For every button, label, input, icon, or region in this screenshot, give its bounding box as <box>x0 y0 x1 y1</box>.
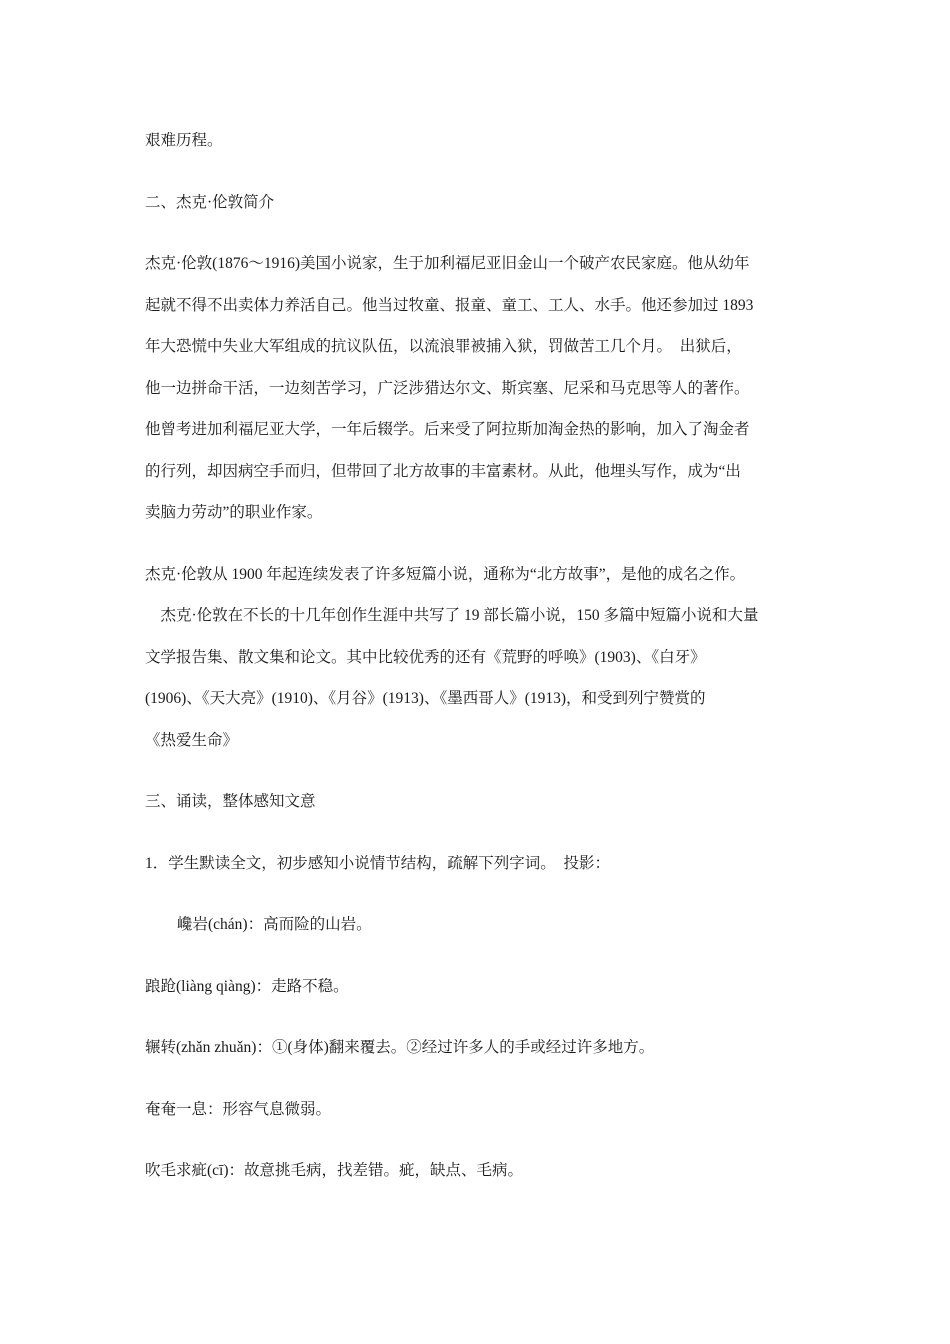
vocab-item-chuimaoqiuci <box>145 1150 810 1192</box>
text-line: 杰克·伦敦在不长的十几年创作生涯中共写了 19 部长篇小说，150 多篇中短篇小说和大量 <box>145 607 759 624</box>
text-line: 踉跄(liàng qiàng)：走路不稳。 <box>145 977 349 995</box>
paragraph-biography <box>145 243 810 534</box>
text-line: 年大恐慌中失业大军组成的抗议队伍，以流浪罪被捕入狱，罚做苦工几个月。 出狱后， <box>145 338 742 355</box>
vocab-item-chanyan <box>145 904 810 946</box>
text-line: 吹毛求疵(cī)：故意挑毛病，找差错。疵，缺点、毛病。 <box>145 1162 524 1179</box>
text-line: 他曾考进加利福尼亚大学，一年后辍学。后来受了阿拉斯加淘金热的影响，加入了淘金者 <box>145 421 750 438</box>
text-line: 文学报告集、散文集和论文。其中比较优秀的还有《荒野的呼唤》(1903)、《白牙》 <box>145 648 706 666</box>
section-heading-jack-london-intro <box>145 182 810 224</box>
text-line: 卖脑力劳动”的职业作家。 <box>145 504 323 521</box>
document-body <box>145 120 810 1192</box>
vocab-item-zhanzhuan <box>145 1027 810 1069</box>
list-item-1 <box>145 843 810 885</box>
text-line: 二、杰克·伦敦简介 <box>145 193 275 211</box>
text-line: 起就不得不出卖体力养活自己。他当过牧童、报童、童工、工人、水手。他还参加过 1893 <box>145 296 754 314</box>
text-line: 他一边拼命干活，一边刻苦学习，广泛涉猎达尔文、斯宾塞、尼采和马克思等人的著作。 <box>145 379 750 397</box>
vocab-item-liangqiang <box>145 966 810 1008</box>
section-heading-reading <box>145 781 810 823</box>
text-line: 巉岩(chán)：高而险的山岩。 <box>177 916 372 933</box>
paragraph-works <box>145 554 810 762</box>
text-line: 杰克·伦敦从 1900 年起连续发表了许多短篇小说，通称为“北方故事”，是他的成名之作。 <box>145 565 746 583</box>
paragraph-continuation <box>145 120 810 162</box>
vocab-item-yanyanyixi <box>145 1089 810 1131</box>
text-line: 奄奄一息：形容气息微弱。 <box>145 1100 332 1118</box>
text-line: 杰克·伦敦(1876～1916)美国小说家，生于加利福尼亚旧金山一个破产农民家庭。他从幼年 <box>145 255 750 272</box>
text-line: 《热爱生命》 <box>145 731 239 749</box>
text-line: (1906)、《天大亮》(1910)、《月谷》(1913)、《墨西哥人》(1913)，和受到列宁赞赏的 <box>145 690 706 707</box>
text-line: 辗转(zhǎn zhuǎn)：①(身体)翻来覆去。②经过许多人的手或经过许多地方。 <box>145 1039 655 1056</box>
text-line: 艰难历程。 <box>145 132 223 149</box>
text-line: 的行列，却因病空手而归，但带回了北方故事的丰富素材。从此，他埋头写作，成为“出 <box>145 462 741 480</box>
text-line: 1．学生默读全文，初步感知小说情节结构，疏解下列字词。 投影： <box>145 854 611 872</box>
text-line: 三、诵读，整体感知文意 <box>145 793 316 810</box>
